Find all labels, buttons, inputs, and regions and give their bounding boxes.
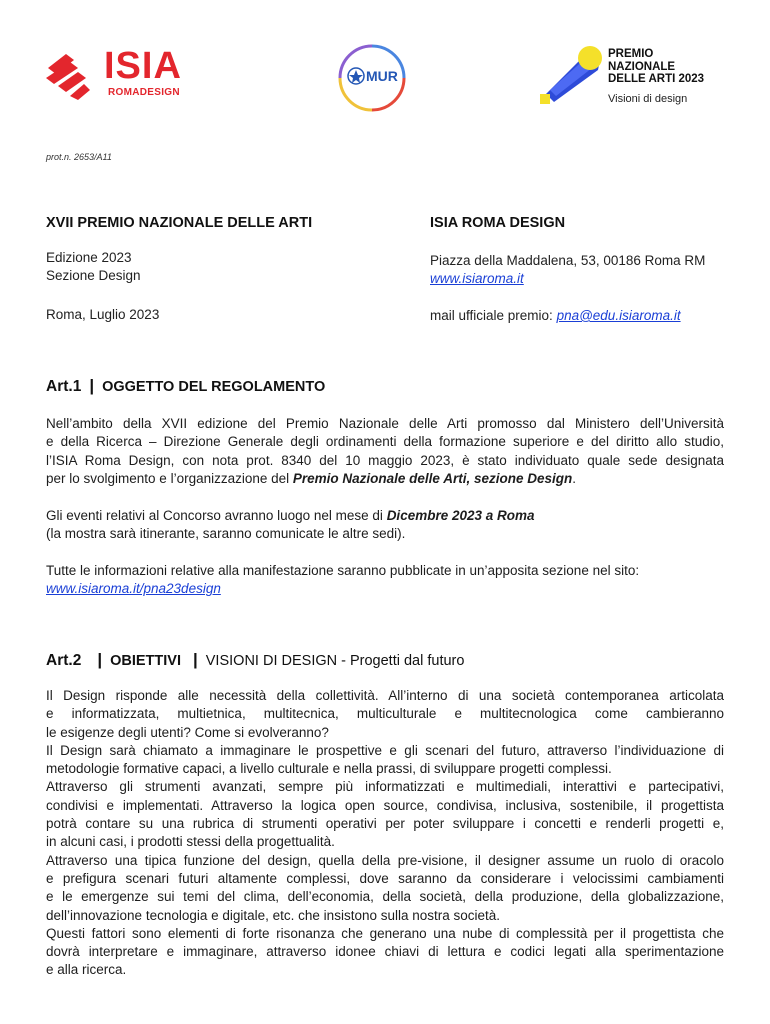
mur-logo-text: MUR	[366, 68, 398, 84]
pna-title	[608, 48, 704, 86]
art1-p2-line-2: (la mostra sarà itinerante, saranno comunicate le altre sedi).	[46, 526, 406, 542]
art1-p2-prefix: Gli eventi relativi al Concorso avranno luogo nel mese di	[46, 508, 387, 523]
institution-address: Piazza della Maddalena, 53, 00186 Roma RM	[430, 253, 706, 268]
art2-line-15: dovrà interpretare e immaginare, attraverso idonee chiavi di lettura e codici legati alla sperimentazione	[46, 944, 724, 960]
art1-separator: |	[89, 376, 95, 395]
art2-line-7: condivisi e implementati. Attraverso la logica open source, condivisa, inclusiva, sostenibile, il progettista	[46, 797, 724, 813]
art1-p3-text: Tutte le informazioni relative alla manifestazione saranno pubblicate in un’apposita sezione nel sito:	[46, 563, 640, 578]
art1-paragraph-3	[46, 562, 724, 599]
art1-p2-line-1	[46, 507, 724, 525]
art2-line-3: le esigenze degli utenti? Come si evolveranno?	[46, 724, 329, 740]
art1-p1-line-1: Nell’ambito della XVII edizione del Premio Nazionale delle Arti promosso dal Ministero dell’Università	[46, 416, 724, 431]
art1-heading	[46, 376, 325, 396]
art1-p1-bold: Premio Nazionale delle Arti, sezione Design	[292, 470, 573, 486]
mail-line	[430, 307, 681, 325]
art1-p2-bold: Dicembre 2023 a Roma	[386, 508, 535, 523]
mur-logo	[336, 42, 408, 114]
pna-title-line-1: PREMIO	[608, 48, 654, 60]
art2-separator-2: |	[193, 650, 198, 669]
edition: Edizione 2023	[46, 250, 132, 265]
art2-line-9: in alcuni casi, i prodotti stessi della progettualità.	[46, 834, 335, 850]
premio-nazionale-logo	[536, 44, 736, 114]
art1-p1-line-4	[46, 470, 724, 488]
mail-link[interactable]: pna@edu.isiaroma.it	[556, 308, 681, 323]
event-title: XVII PREMIO NAZIONALE DELLE ARTI	[46, 215, 313, 231]
pna-title-line-3: DELLE ARTI 2023	[608, 73, 705, 85]
isia-logo-text: ISIA	[104, 45, 182, 87]
art1-paragraph-1	[46, 415, 724, 488]
section: Sezione Design	[46, 268, 141, 283]
isia-logo-subtext: ROMADESIGN	[108, 87, 180, 98]
art1-title: OGGETTO DEL REGOLAMENTO	[102, 379, 326, 395]
website-link[interactable]: www.isiaroma.it	[430, 271, 524, 286]
art2-title: OBIETTIVI	[110, 653, 181, 669]
art2-subtitle: VISIONI DI DESIGN - Progetti dal futuro	[205, 653, 465, 669]
art2-separator-1: |	[97, 650, 103, 669]
art1-p1-line-3: l’ISIA Roma Design, con nota prot. 8340 del 10 maggio 2023, è stato individuato quale sede designata	[46, 452, 724, 468]
art1-p1-suffix: .	[572, 470, 576, 486]
art2-line-12: e le emergenze sui temi del clima, dell’economia, della società, della produzione, della globalizzazione,	[46, 889, 724, 905]
protocol-number: prot.n. 2653/A11	[46, 152, 112, 162]
art2-line-13: dell’innovazione tecnologia e digitale, etc. che insistono sulla nostra società.	[46, 907, 501, 923]
art1-number: Art.1	[46, 378, 82, 395]
art2-line-16: e alla ricerca.	[46, 962, 127, 978]
art2-number: Art.2	[46, 652, 82, 669]
pna-title-line-2: NAZIONALE	[608, 60, 676, 73]
place-date: Roma, Luglio 2023	[46, 307, 160, 322]
edition-info	[46, 249, 141, 285]
art2-line-10: Attraverso una tipica funzione del design, quella della pre-visione, il designer assume un ruolo di oracolo	[46, 852, 724, 868]
art2-line-1: Il Design risponde alle necessità della collettività. All’interno di una società contemporanea articolata	[46, 688, 724, 703]
art2-line-6: Attraverso gli strumenti avanzati, sempre più informatizzati e multimediali, interattivi e partecipativi,	[46, 779, 724, 795]
art1-p1-line-2: e della Ricerca – Direzione Generale degli ordinamenti della formazione superiore e del diritto allo studio,	[46, 434, 724, 450]
art2-body	[46, 687, 724, 980]
art2-heading	[46, 650, 464, 670]
art1-paragraph-2	[46, 507, 724, 544]
isia-roma-design-logo	[44, 46, 196, 102]
art2-line-11: e prefigura scenari futuri altamente complessi, dove saranno da considerare i velocissimi cambiamenti	[46, 870, 724, 886]
art2-line-5: metodologie formative capaci, a livello culturale e nella prassi, di sviluppare progetti complessi.	[46, 761, 612, 777]
art2-line-2: e informatizzata, multietnica, multitecnica, multiculturale e multitecnologica come cambieranno	[46, 706, 724, 722]
pna-subtitle: Visioni di design	[608, 93, 688, 105]
pna23design-link[interactable]: www.isiaroma.it/pna23design	[46, 581, 221, 597]
mail-label: mail ufficiale premio:	[430, 308, 557, 323]
institution-title: ISIA ROMA DESIGN	[430, 215, 566, 231]
art2-line-8: potrà contare su una rubrica di strumenti operativi per poter sviluppare i concetti e renderli progetti e,	[46, 816, 724, 832]
art2-line-4: Il Design sarà chiamato a immaginare le prospettive e gli scenari del futuro, attraverso l’individuazione di	[46, 742, 724, 758]
art1-p1-prefix: per lo svolgimento e l’organizzazione del	[46, 470, 293, 486]
art2-line-14: Questi fattori sono elementi di forte risonanza che generano una nube di complessità per il progettista che	[46, 925, 724, 941]
